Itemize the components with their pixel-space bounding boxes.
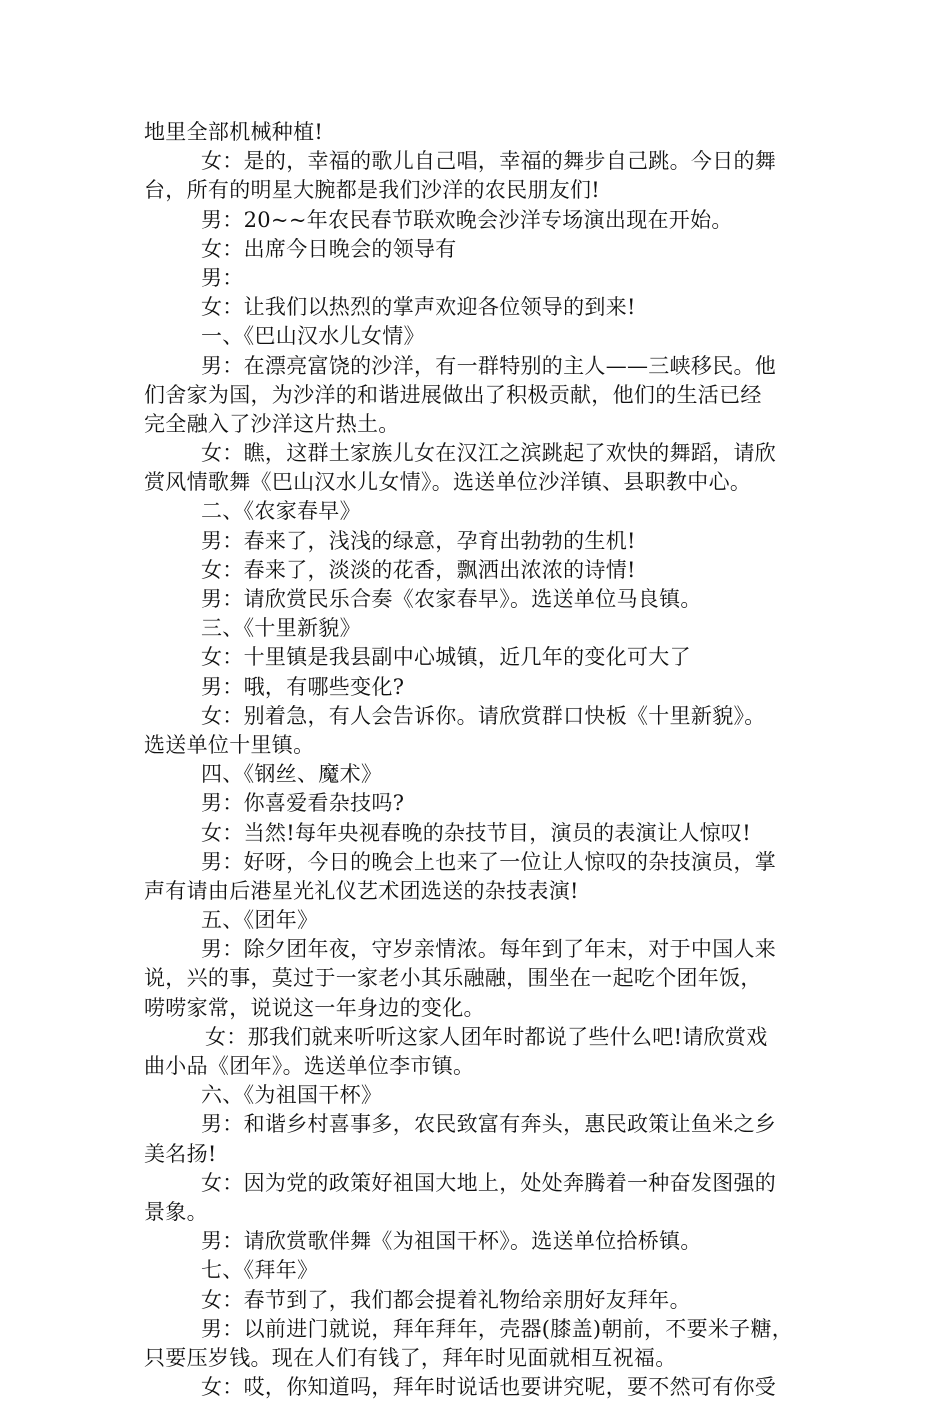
- text-line: 男：和谐乡村喜事多，农民致富有奔头，惠民政策让鱼米之乡: [201, 1112, 777, 1137]
- text-line: 赏风情歌舞《巴山汉水儿女情》。选送单位沙洋镇、县职教中心。: [144, 470, 752, 495]
- text-line: 女：哎，你知道吗，拜年时说话也要讲究呢，要不然可有你受: [201, 1375, 777, 1400]
- text-line: 完全融入了沙洋这片热土。: [144, 411, 400, 436]
- text-line: 美名扬!: [144, 1141, 217, 1166]
- text-line: 男：在漂亮富饶的沙洋，有一群特别的主人——三峡移民。他: [201, 353, 777, 378]
- text-line: 们舍家为国，为沙洋的和谐进展做出了积极贡献，他们的生活已经: [144, 382, 762, 407]
- text-line: 只要压岁钱。现在人们有钱了，拜年时见面就相互祝福。: [144, 1345, 677, 1370]
- text-line: 景象。: [144, 1199, 208, 1224]
- text-line: 男：请欣赏歌伴舞《为祖国干杯》。选送单位拾桥镇。: [201, 1229, 702, 1254]
- text-line: 声有请由后港星光礼仪艺术团选送的杂技表演!: [144, 878, 579, 903]
- text-line: 女：出席今日晚会的领导有: [201, 236, 457, 261]
- text-line: 男：哦，有哪些变化?: [201, 674, 405, 699]
- text-line: 三、《十里新貌》: [201, 616, 361, 641]
- text-line: 男：: [201, 265, 244, 290]
- text-line: 说，兴的事，莫过于一家老小其乐融融，围坐在一起吃个团年饭，: [144, 966, 762, 991]
- text-line: 男：20~~年农民春节联欢晚会沙洋专场演出现在开始。: [201, 207, 733, 232]
- text-line: 男：请欣赏民乐合奏《农家春早》。选送单位马良镇。: [201, 587, 702, 611]
- text-line: 女：让我们以热烈的掌声欢迎各位领导的到来!: [201, 295, 636, 320]
- text-line: 男：春来了，浅浅的绿意，孕育出勃勃的生机!: [201, 528, 636, 553]
- text-line: 男：除夕团年夜，守岁亲情浓。每年到了年末，对于中国人来: [201, 937, 777, 962]
- text-line: 女：别着急，有人会告诉你。请欣赏群口快板《十里新貌》。: [201, 703, 766, 728]
- text-line: 地里全部机械种植!: [144, 120, 324, 144]
- text-line: 女：春来了，淡淡的花香，飘洒出浓浓的诗情!: [201, 557, 636, 582]
- text-line: 一、《巴山汉水儿女情》: [201, 324, 425, 349]
- text-line: 五、《团年》: [201, 908, 319, 933]
- text-line: 男：以前进门就说，拜年拜年，壳器(膝盖)朝前，不要米子糖，: [201, 1316, 794, 1341]
- text-line: 曲小品《团年》。选送单位李市镇。: [144, 1054, 475, 1078]
- text-line: 台，所有的明星大腕都是我们沙洋的农民朋友们!: [144, 178, 601, 203]
- text-line: 六、《为祖国干杯》: [201, 1083, 383, 1108]
- text-line: 选送单位十里镇。: [144, 732, 315, 757]
- text-line: 女：那我们就来听听这家人团年时都说了些什么吧!请欣赏戏: [205, 1024, 768, 1049]
- text-line: 男：好呀，今日的晚会上也来了一位让人惊叹的杂技演员，掌: [201, 849, 777, 874]
- document-body: [144, 118, 834, 1402]
- text-line: 七、《拜年》: [201, 1258, 319, 1283]
- text-line: 女：当然!每年央视春晚的杂技节目，演员的表演让人惊叹!: [201, 820, 751, 845]
- text-line: 四、《钢丝、魔术》: [201, 762, 383, 787]
- text-line: 女：因为党的政策好祖国大地上，处处奔腾着一种奋发图强的: [201, 1170, 777, 1195]
- text-line: 男：你喜爱看杂技吗?: [201, 791, 405, 816]
- text-line: 女：瞧，这群土家族儿女在汉江之滨跳起了欢快的舞蹈，请欣: [201, 441, 777, 466]
- text-line: 女：十里镇是我县副中心城镇，近几年的变化可大了: [201, 645, 691, 670]
- text-line: 二、《农家春早》: [201, 499, 361, 524]
- text-line: 女：是的，幸福的歌儿自己唱，幸福的舞步自己跳。今日的舞: [201, 149, 777, 174]
- text-line: 唠唠家常，说说这一年身边的变化。: [144, 995, 485, 1020]
- text-line: 女：春节到了，我们都会提着礼物给亲朋好友拜年。: [201, 1287, 691, 1312]
